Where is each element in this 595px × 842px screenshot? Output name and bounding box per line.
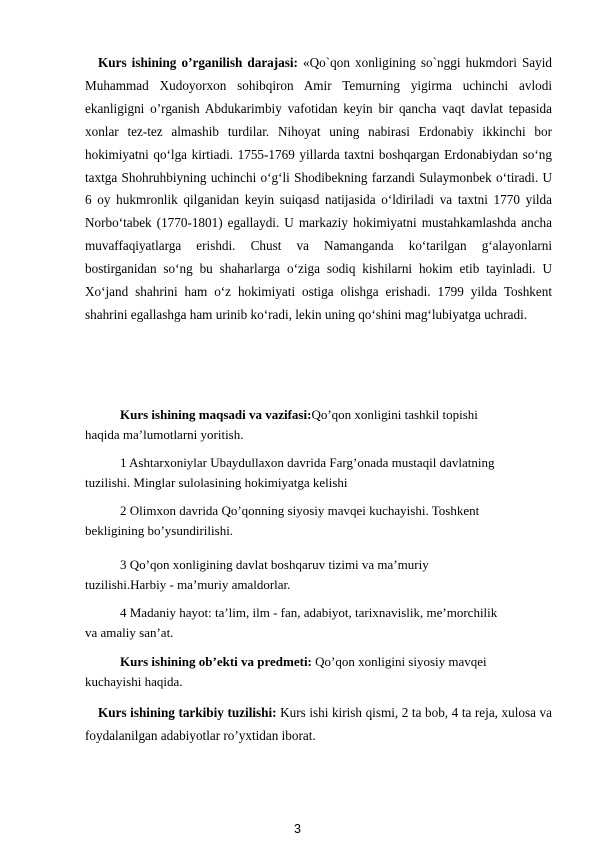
- plan-item-3-line2: tuzilishi.Harbiy - ma’muriy amaldorlar.: [85, 577, 291, 592]
- research-extent-paragraph: [85, 52, 552, 327]
- structure-paragraph: [85, 702, 552, 748]
- object-text-continued: kuchayishi haqida.: [85, 674, 183, 689]
- plan-item-4: [85, 603, 552, 643]
- plan-item-2-line2: bekligining bo’ysundirilishi.: [85, 523, 234, 538]
- plan-item-2: [85, 501, 552, 541]
- goals-text-continued: haqida ma’lumotlarni yoritish.: [85, 427, 244, 442]
- goals-text: Qo’qon xonligini tashkil topishi: [311, 407, 478, 422]
- object-block: [85, 652, 552, 692]
- structure-text: Kurs ishi kirish qismi, 2 ta bob, 4 ta reja, xulosa va foydalanilgan adabiyotlar ro’yxtidan iborat.: [85, 705, 552, 743]
- object-text: Qo’qon xonligini siyosiy mavqei: [311, 654, 487, 669]
- plan-item-1-line2: tuzilishi. Minglar sulolasining hokimiyatga kelishi: [85, 475, 348, 490]
- goals-heading: Kurs ishining maqsadi va vazifasi:: [120, 407, 312, 422]
- plan-item-1-line1: 1 Ashtarxoniylar Ubaydullaxon davrida Farg’onada mustaqil davlatning: [120, 455, 495, 470]
- research-extent-heading: Kurs ishining o’rganilish darajasi:: [98, 55, 298, 70]
- plan-item-1: [85, 453, 552, 493]
- plan-item-3-line1: 3 Qo’qon xonligining davlat boshqaruv tizimi va ma’muriy: [120, 557, 429, 572]
- structure-heading: Kurs ishining tarkibiy tuzilishi:: [98, 705, 277, 720]
- plan-item-4-line1: 4 Madaniy hayot: ta’lim, ilm - fan, adabiyot, tarixnavislik, me’morchilik: [120, 605, 498, 620]
- plan-item-3: [85, 555, 552, 595]
- object-heading: Kurs ishining ob’ekti va predmeti:: [120, 654, 312, 669]
- goals-block: [85, 405, 552, 445]
- page-number: 3: [294, 822, 301, 836]
- plan-item-2-line1: 2 Olimxon davrida Qo’qonning siyosiy mavqei kuchayishi. Toshkent: [120, 503, 480, 518]
- research-extent-text: «Qo`qon xonligining so`nggi hukmdori Sayid Muhammad Xudoyorxon sohibqiron Amir Temurning yigirma uchinchi avlodi ekanligigni o’rganish Abdukarimbiy vafotidan keyin bir qancha vaqt davlat tepasida xonlar tez-tez almashib turdilar. Nihoyat uning nabirasi Erdonabiy ikkinchi bor hokimiyatni qo‘lga kirtiadi. 1755-1769 yillarda taxtni boshqargan Erdonabiydan so‘ng taxtga Shohruhbiyning uchinchi o‘g‘li Shodibekning farzandi Sulaymonbek o‘tiradi. U 6 oy hukmronlik qilganidan keyin suiqasd natijasida o‘ldiriladi va taxtni 1770 yilda Norbo‘tabek (1770-1801) egallaydi. U markaziy hokimiyatni mustahkamlashda ancha muvaffaqiyatlarga erishdi. Chust va Namanganda ko‘tarilgan g‘alayonlarni bostirganidan so‘ng bu shaharlarga o‘ziga sodiq kishilarni hokim etib tayinladi. U Xo‘jand shahrini ham o‘z hokimiyati ostiga olishga erishadi. 1799 yilda Toshkent shahrini egallashga ham urinib ko‘radi, lekin uning qo‘shini mag‘lubiyatga uchradi.: [85, 55, 552, 322]
- plan-item-4-line2: va amaliy san’at.: [85, 625, 174, 640]
